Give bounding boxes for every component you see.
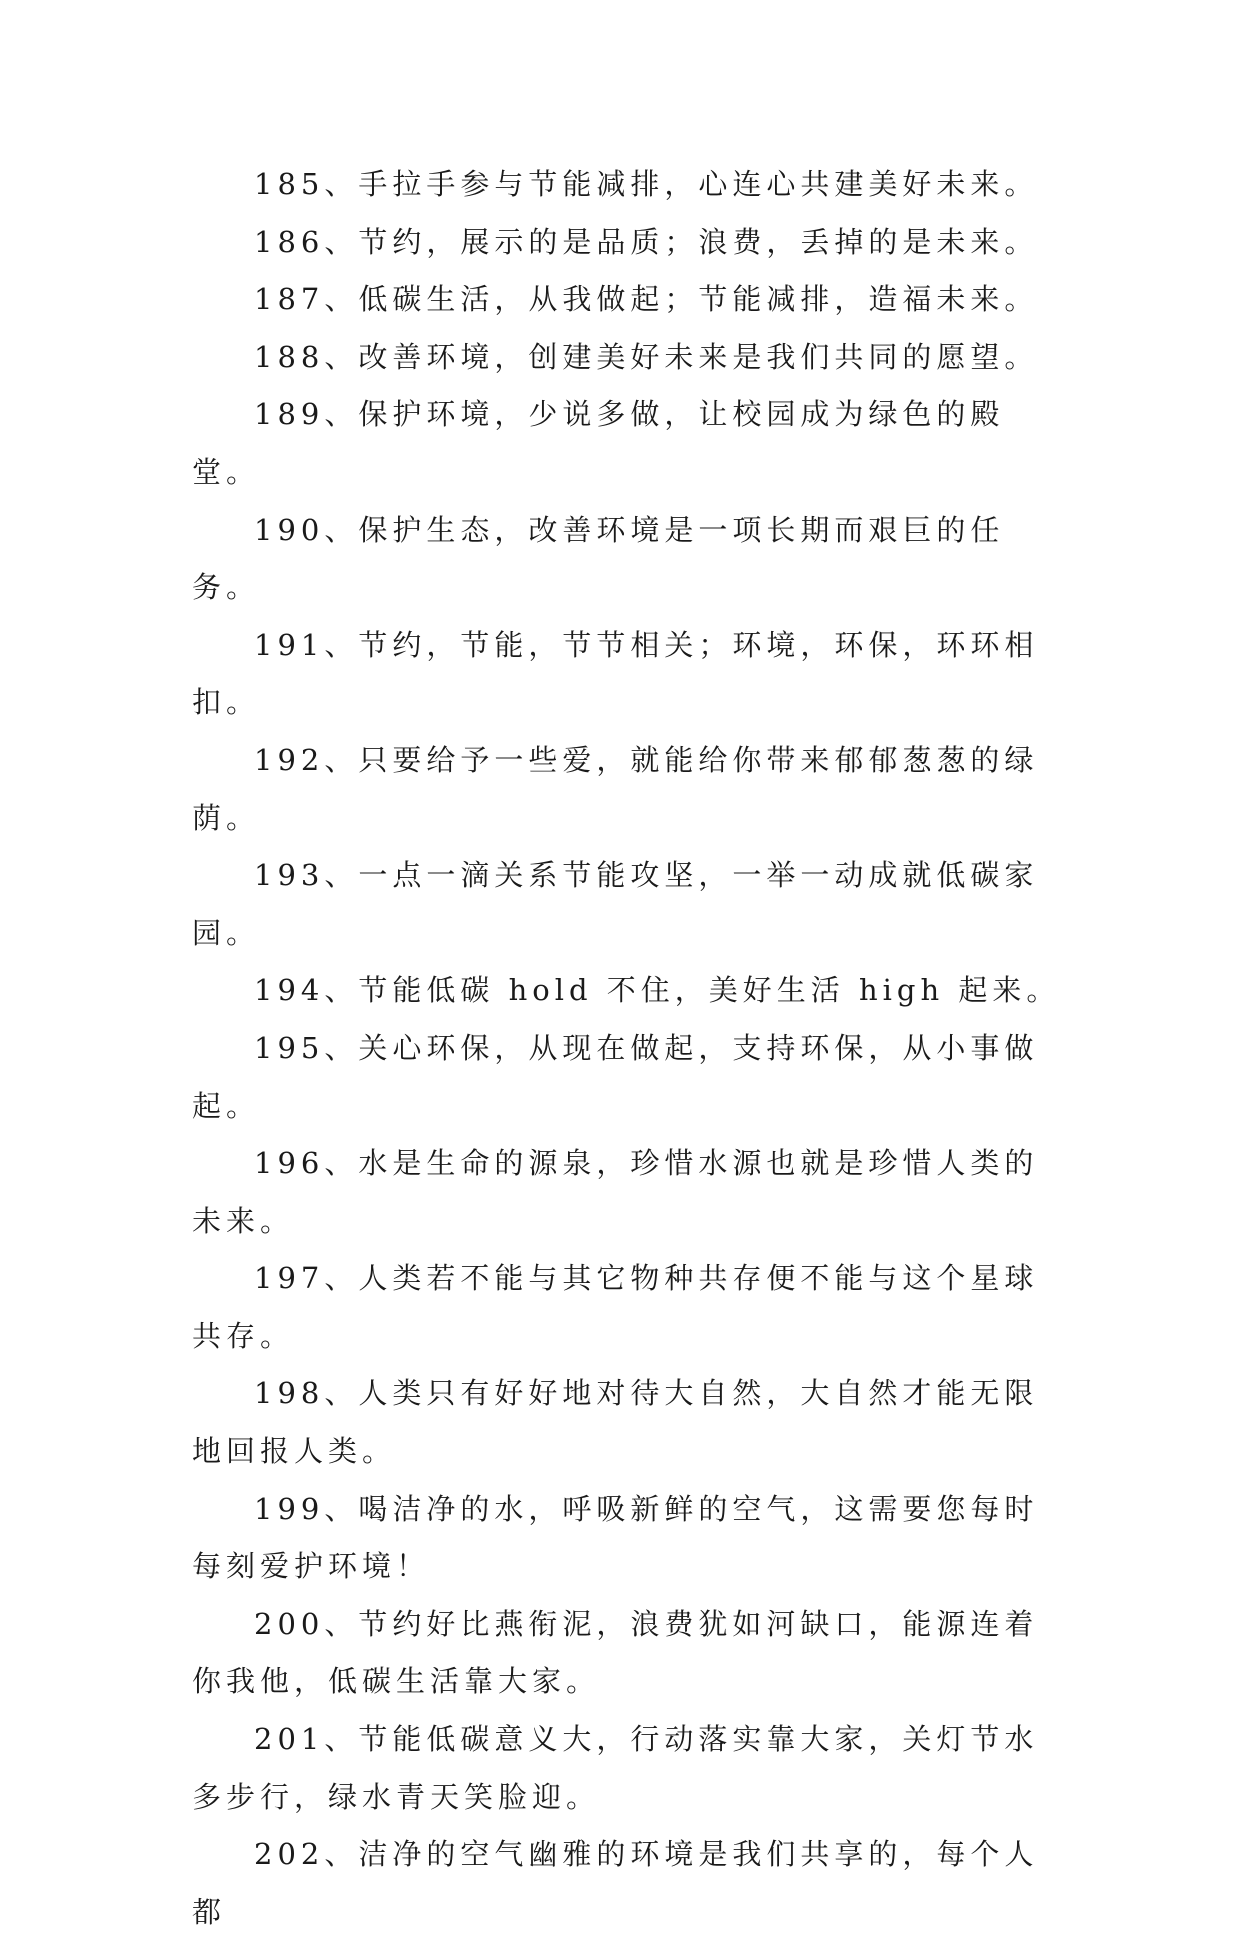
paragraph-201: 201、节能低碳意义大，行动落实靠大家，关灯节水多步行，绿水青天笑脸迎。 [192,1722,1039,1814]
paragraph-200: 200、节约好比燕衔泥，浪费犹如河缺口，能源连着你我他，低碳生活靠大家。 [192,1606,1039,1699]
paragraph-202: 202、洁净的空气幽雅的环境是我们共享的，每个人都 [192,1837,1039,1929]
paragraph-185: 185、手拉手参与节能减排，心连心共建美好未来。 [254,167,1039,201]
paragraph-193: 193、一点一滴关系节能攻坚，一举一动成就低碳家园。 [192,858,1039,950]
paragraph-197: 197、人类若不能与其它物种共存便不能与这个星球共存。 [192,1261,1039,1353]
paragraph-187: 187、低碳生活，从我做起；节能减排，造福未来。 [254,282,1039,317]
paragraph-194: 194、节能低碳 hold 不住，美好生活 high 起来。 [254,973,1061,1008]
paragraph-196: 196、水是生命的源泉，珍惜水源也就是珍惜人类的未来。 [192,1146,1039,1238]
paragraph-198: 198、人类只有好好地对待大自然，大自然才能无限地回报人类。 [192,1376,1039,1469]
paragraph-188: 188、改善环境，创建美好未来是我们共同的愿望。 [254,339,1039,374]
paragraph-189: 189、保护环境，少说多做，让校园成为绿色的殿堂。 [192,397,1005,489]
document-body [192,156,1068,1941]
paragraph-199: 199、喝洁净的水，呼吸新鲜的空气，这需要您每时每刻爱护环境！ [192,1491,1039,1584]
paragraph-190: 190、保护生态，改善环境是一项长期而艰巨的任务。 [192,512,1005,605]
paragraph-192: 192、只要给予一些爱，就能给你带来郁郁葱葱的绿荫。 [192,742,1039,835]
paragraph-186: 186、节约，展示的是品质；浪费，丢掉的是未来。 [254,224,1039,259]
paragraph-195: 195、关心环保，从现在做起，支持环保，从小事做起。 [192,1030,1039,1123]
paragraph-191: 191、节约，节能，节节相关；环境，环保，环环相扣。 [192,627,1039,720]
